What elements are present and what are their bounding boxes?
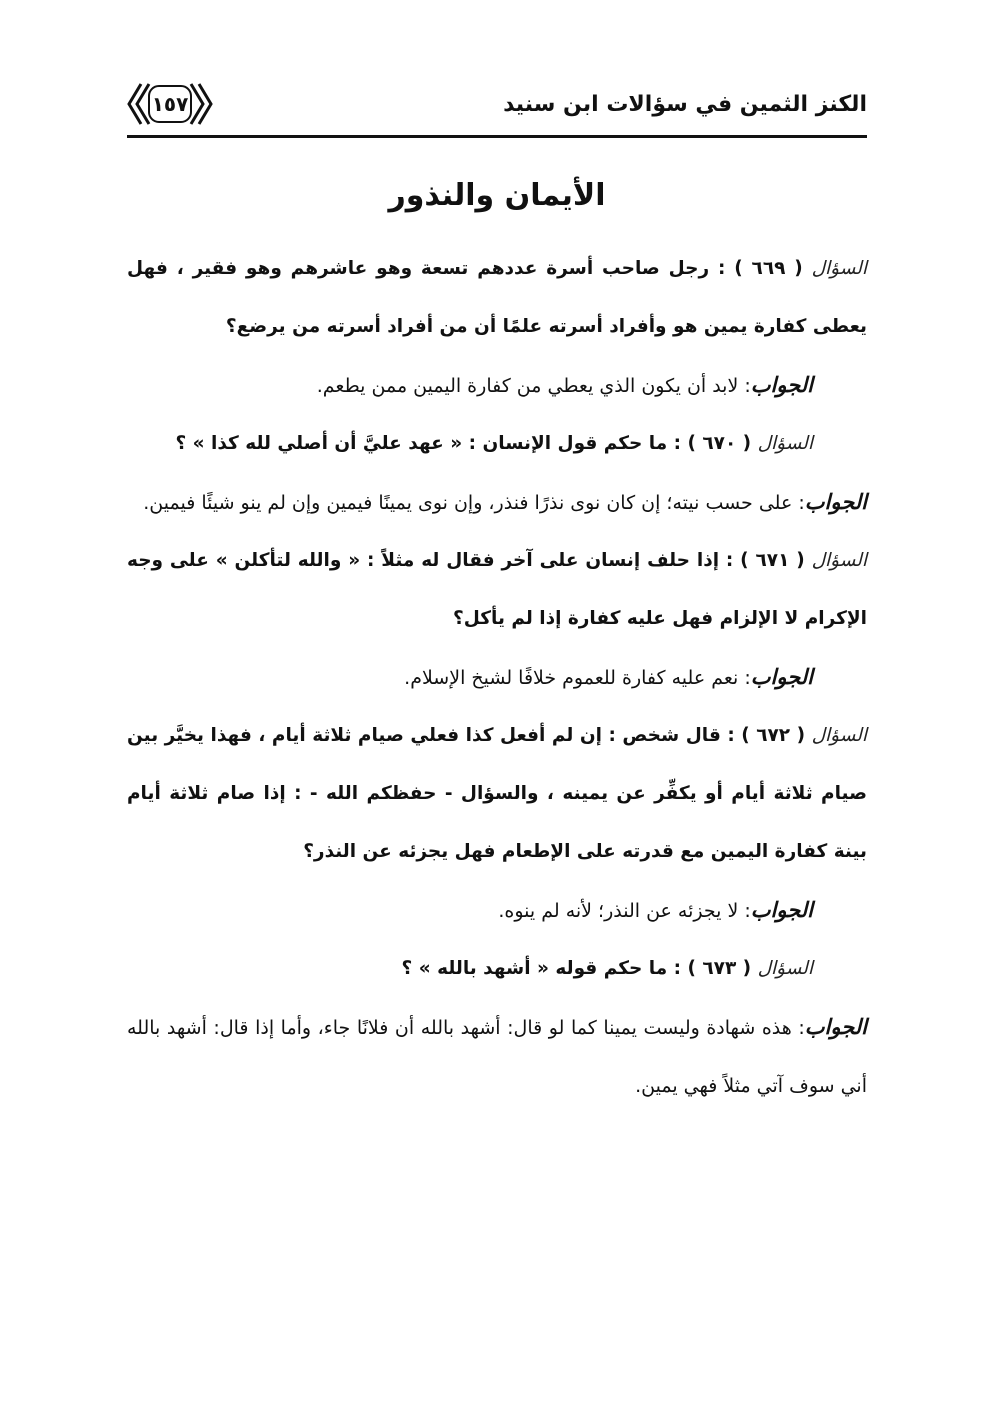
answer-672 <box>127 881 867 940</box>
question-text: ( ٦٦٩ ) : رجل صاحب أسرة عددهم تسعة وهو عاشرهم وهو فقير ، فهل يعطى كفارة يمين هو وأفراد أسرته علمًا أن من أفراد أسرته من يرضع؟ <box>127 258 867 337</box>
answer-670 <box>127 473 867 532</box>
page-number-badge <box>127 82 213 126</box>
question-label: السؤال <box>811 258 867 279</box>
answer-673 <box>127 998 867 1115</box>
answer-label: الجواب <box>804 490 867 514</box>
question-text: ( ٦٧٢ ) : قال شخص : إن لم أفعل كذا فعلي صيام ثلاثة أيام ، فهذا يخيَّر بين صيام ثلاثة أيام أو يكفِّر عن يمينه ، والسؤال - حفظكم الله - : إذا صام ثلاثة أيام بينة كفارة اليمين مع قدرته على الإطعام فهل يجزئه عن النذر؟ <box>127 725 867 862</box>
question-label: السؤال <box>811 550 867 571</box>
question-673 <box>127 940 867 998</box>
chapter-title: الأيمان والنذور <box>388 178 606 213</box>
answer-label: الجواب <box>750 898 813 922</box>
book-title: الكنز الثمين في سؤالات ابن سنيد <box>503 92 867 117</box>
answer-label: الجواب <box>804 1015 867 1039</box>
question-text: ( ٦٧٠ ) : ما حكم قول الإنسان : « عهد عليَّ أن أصلي لله كذا » ؟ <box>175 433 758 454</box>
question-672 <box>127 707 867 881</box>
question-669 <box>127 240 867 356</box>
page-header <box>127 70 867 138</box>
answer-text: : لابد أن يكون الذي يعطي من كفارة اليمين ممن يطعم. <box>316 375 751 397</box>
answer-text: : على حسب نيته؛ إن كان نوى نذرًا فنذر، وإن نوى يمينًا فيمين وإن لم ينو شيئًا فيمين. <box>143 492 805 514</box>
question-670 <box>127 415 867 473</box>
header-divider <box>127 135 867 138</box>
qa-body <box>127 240 867 1380</box>
question-text: ( ٦٧٣ ) : ما حكم قوله « أشهد بالله » ؟ <box>401 958 758 979</box>
question-label: السؤال <box>811 725 867 746</box>
question-label: السؤال <box>757 958 813 979</box>
answer-text: : نعم عليه كفارة للعموم خلافًا لشيخ الإسلام. <box>404 667 751 689</box>
question-671 <box>127 532 867 648</box>
question-label: السؤال <box>757 433 813 454</box>
page-number: ١٥٧ <box>151 92 189 116</box>
answer-text: : هذه شهادة وليست يمينا كما لو قال: أشهد بالله أن فلانًا جاء، وأما إذا قال: أشهد بالله أني سوف آتي مثلاً فهي يمين. <box>127 1017 867 1097</box>
answer-671 <box>127 648 867 707</box>
question-text: ( ٦٧١ ) : إذا حلف إنسان على آخر فقال له مثلاً : « والله لتأكلن » على وجه الإكرام لا الإلزام فهل عليه كفارة إذا لم يأكل؟ <box>127 550 867 629</box>
answer-669 <box>127 356 867 415</box>
answer-label: الجواب <box>750 373 813 397</box>
answer-text: : لا يجزئه عن النذر؛ لأنه لم ينوه. <box>498 900 751 922</box>
answer-label: الجواب <box>750 665 813 689</box>
